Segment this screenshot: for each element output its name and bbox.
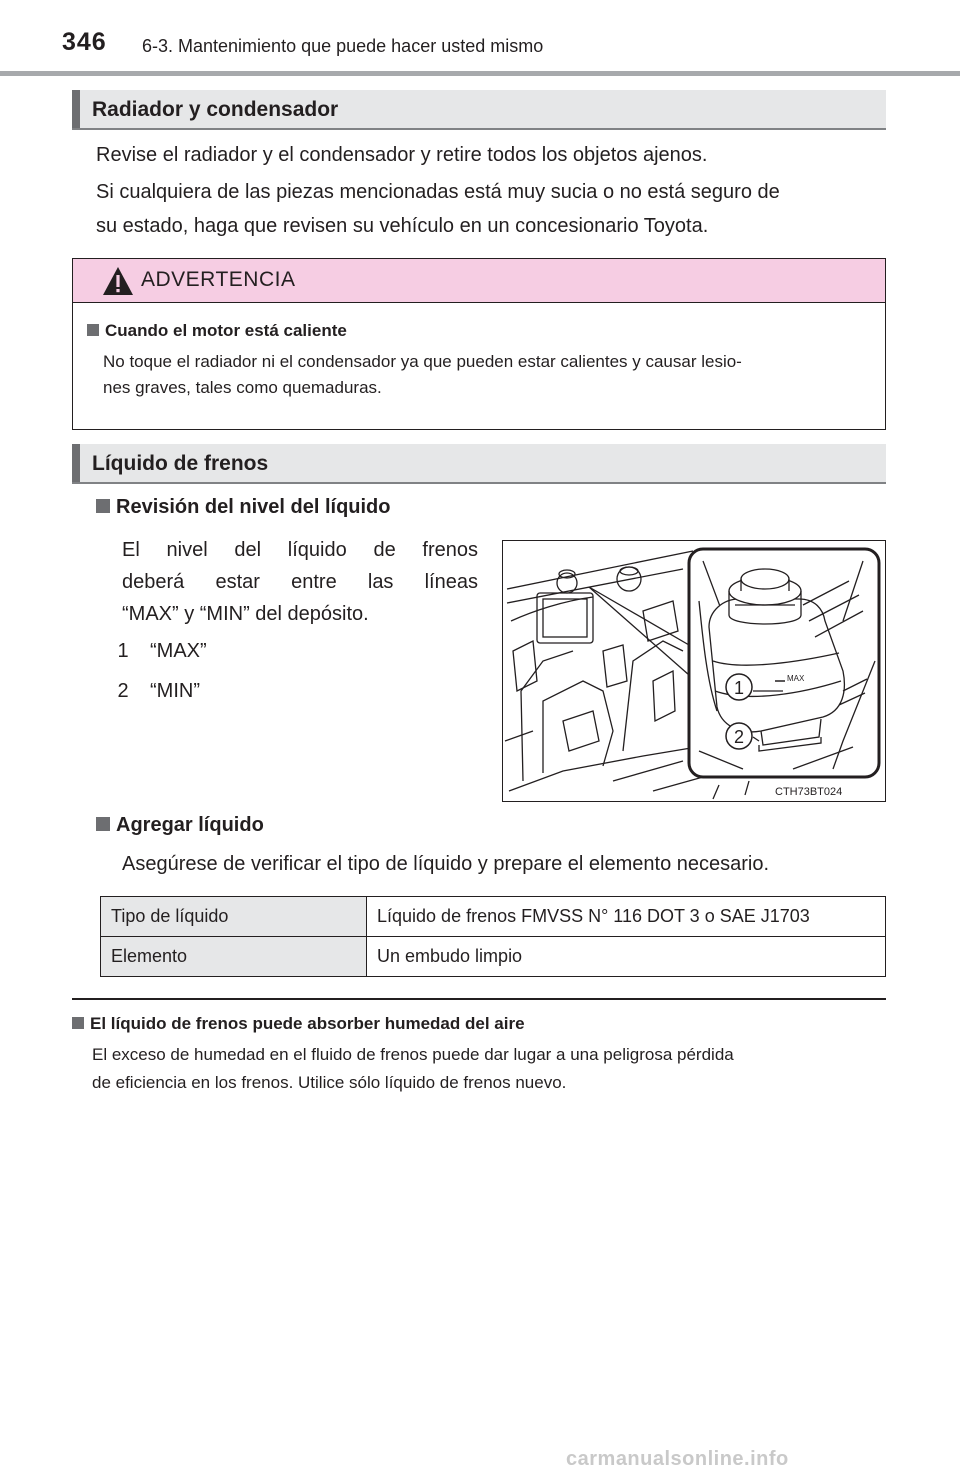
brake-check-line-1: El nivel del líquido de frenos — [122, 539, 478, 561]
section-radiator-title: Radiador y condensador — [92, 98, 339, 121]
warning-title: ADVERTENCIA — [141, 268, 296, 291]
fluid-spec-table — [100, 896, 886, 977]
brake-add-text: Asegúrese de verificar el tipo de líquido y prepare el elemento necesario. — [122, 853, 770, 875]
brake-add-heading — [96, 814, 264, 837]
table-value-cell: Un embudo limpio — [367, 937, 886, 977]
warning-body-line-1: No toque el radiador ni el condensador ya que pueden estar calientes y causar lesio- — [103, 352, 742, 371]
item-number-2: 2 — [117, 680, 129, 702]
table-row — [101, 937, 886, 977]
chapter-title: 6-3. Mantenimiento que puede hacer usted mismo — [142, 36, 544, 56]
warning-subtitle — [87, 321, 347, 341]
section-accent — [72, 90, 80, 128]
item-label-min: “MIN” — [150, 680, 200, 702]
warning-triangle-icon — [101, 265, 135, 297]
note-divider — [72, 998, 886, 1000]
note-body — [92, 1041, 886, 1097]
square-bullet-icon — [96, 499, 110, 513]
warning-subtitle-text: Cuando el motor está caliente — [105, 321, 347, 340]
watermark: carmanualsonline.info — [566, 1448, 789, 1470]
brake-reservoir-illustration — [502, 540, 886, 802]
warning-body — [103, 349, 873, 401]
note-heading-text: El líquido de frenos puede absorber humedad del aire — [90, 1014, 525, 1033]
note-body-line-2: de eficiencia en los frenos. Utilice sólo líquido de frenos nuevo. — [92, 1073, 567, 1092]
header-rule — [0, 71, 960, 76]
note-body-line-1: El exceso de humedad en el fluido de frenos puede dar lugar a una peligrosa pérdida — [92, 1045, 734, 1064]
item-number-1: 1 — [117, 640, 129, 662]
note-heading — [72, 1014, 525, 1034]
brake-check-line-2: deberá estar entre las líneas — [122, 571, 478, 593]
item-label-max: “MAX” — [150, 640, 207, 662]
table-row — [101, 897, 886, 937]
brake-check-heading-text: Revisión del nivel del líquido — [116, 496, 391, 518]
radiator-paragraph-2-line-2: su estado, haga que revisen su vehículo en un concesionario Toyota. — [96, 215, 709, 237]
radiator-paragraph-2-line-1: Si cualquiera de las piezas mencionadas está muy sucia o no está seguro de — [96, 181, 780, 203]
illustration-code: CTH73BT024 — [775, 786, 843, 798]
square-bullet-icon — [72, 1017, 84, 1029]
engine-bay-drawing — [503, 541, 885, 801]
square-bullet-icon — [96, 817, 110, 831]
table-key-cell: Tipo de líquido — [101, 897, 367, 937]
warning-body-line-2: nes graves, tales como quemaduras. — [103, 378, 382, 397]
table-key-cell: Elemento — [101, 937, 367, 977]
brake-check-line-3: “MAX” y “MIN” del depósito. — [122, 603, 369, 625]
warning-box — [72, 258, 886, 430]
section-radiator-heading — [72, 90, 886, 130]
table-value-cell: Líquido de frenos FMVSS N° 116 DOT 3 o SAE J1703 — [367, 897, 886, 937]
max-mark-label: MAX — [787, 674, 805, 683]
section-accent — [72, 444, 80, 482]
square-bullet-icon — [87, 324, 99, 336]
callout-2-number: 2 — [733, 727, 745, 747]
warning-header — [73, 259, 885, 303]
radiator-paragraph-1: Revise el radiador y el condensador y retire todos los objetos ajenos. — [96, 144, 708, 166]
brake-check-heading — [96, 496, 391, 519]
section-brake-heading — [72, 444, 886, 484]
section-brake-title: Líquido de frenos — [92, 452, 269, 475]
page-number: 346 — [62, 28, 107, 56]
page-header — [0, 0, 960, 76]
brake-add-heading-text: Agregar líquido — [116, 814, 264, 836]
callout-1-number: 1 — [733, 678, 745, 698]
